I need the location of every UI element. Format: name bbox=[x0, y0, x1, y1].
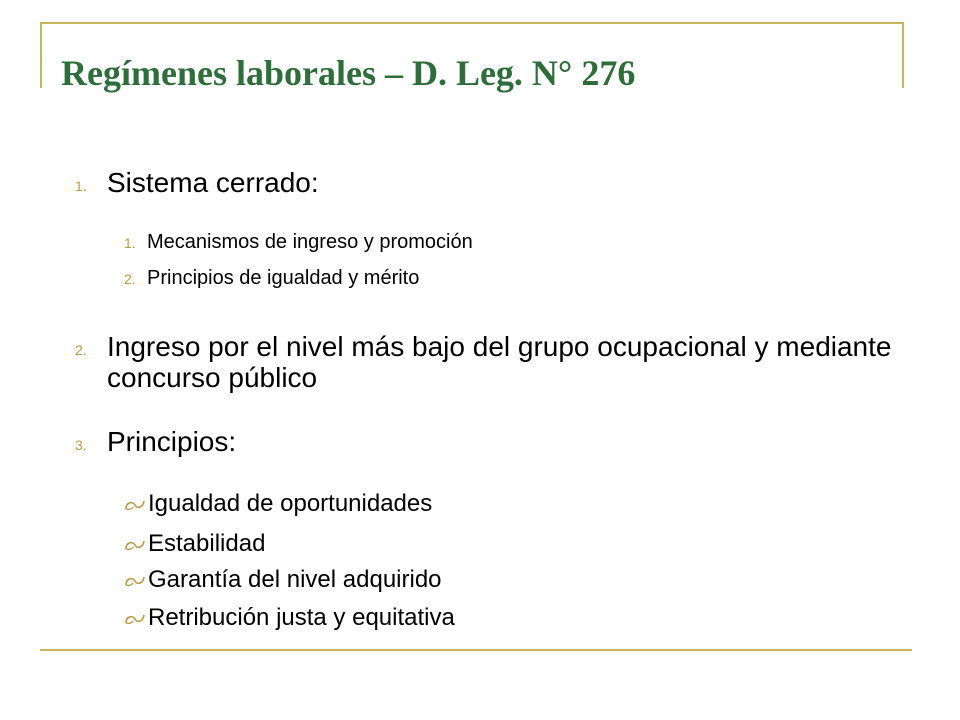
list-number: 1. bbox=[75, 178, 87, 194]
sublist-item-text: Principios de igualdad y mérito bbox=[147, 267, 420, 289]
list-item-text: Principios: bbox=[107, 426, 237, 457]
frame-top-line bbox=[40, 22, 904, 24]
frame-bottom-line bbox=[40, 649, 912, 651]
slide-title: Regímenes laborales – D. Leg. N° 276 bbox=[61, 53, 636, 93]
frame-left-line bbox=[40, 22, 42, 88]
curly-bullet-icon bbox=[124, 538, 146, 552]
sublist-number: 2. bbox=[124, 271, 136, 287]
list-item-text: Ingreso por el nivel más bajo del grupo ocupacional y mediante concurso público bbox=[107, 331, 892, 393]
bullet-item-text: Estabilidad bbox=[148, 530, 266, 557]
frame-right-line bbox=[902, 22, 904, 88]
curly-bullet-icon bbox=[124, 612, 146, 626]
bullet-item-text: Retribución justa y equitativa bbox=[148, 604, 455, 631]
sublist-item-text: Mecanismos de ingreso y promoción bbox=[147, 231, 473, 253]
list-item-text: Sistema cerrado: bbox=[107, 167, 319, 198]
list-number: 3. bbox=[75, 437, 87, 453]
bullet-item-text: Igualdad de oportunidades bbox=[148, 490, 433, 517]
sublist-number: 1. bbox=[124, 235, 136, 251]
bullet-item-text: Garantía del nivel adquirido bbox=[148, 566, 442, 593]
list-number: 2. bbox=[75, 342, 87, 358]
curly-bullet-icon bbox=[124, 574, 146, 588]
curly-bullet-icon bbox=[124, 498, 146, 512]
